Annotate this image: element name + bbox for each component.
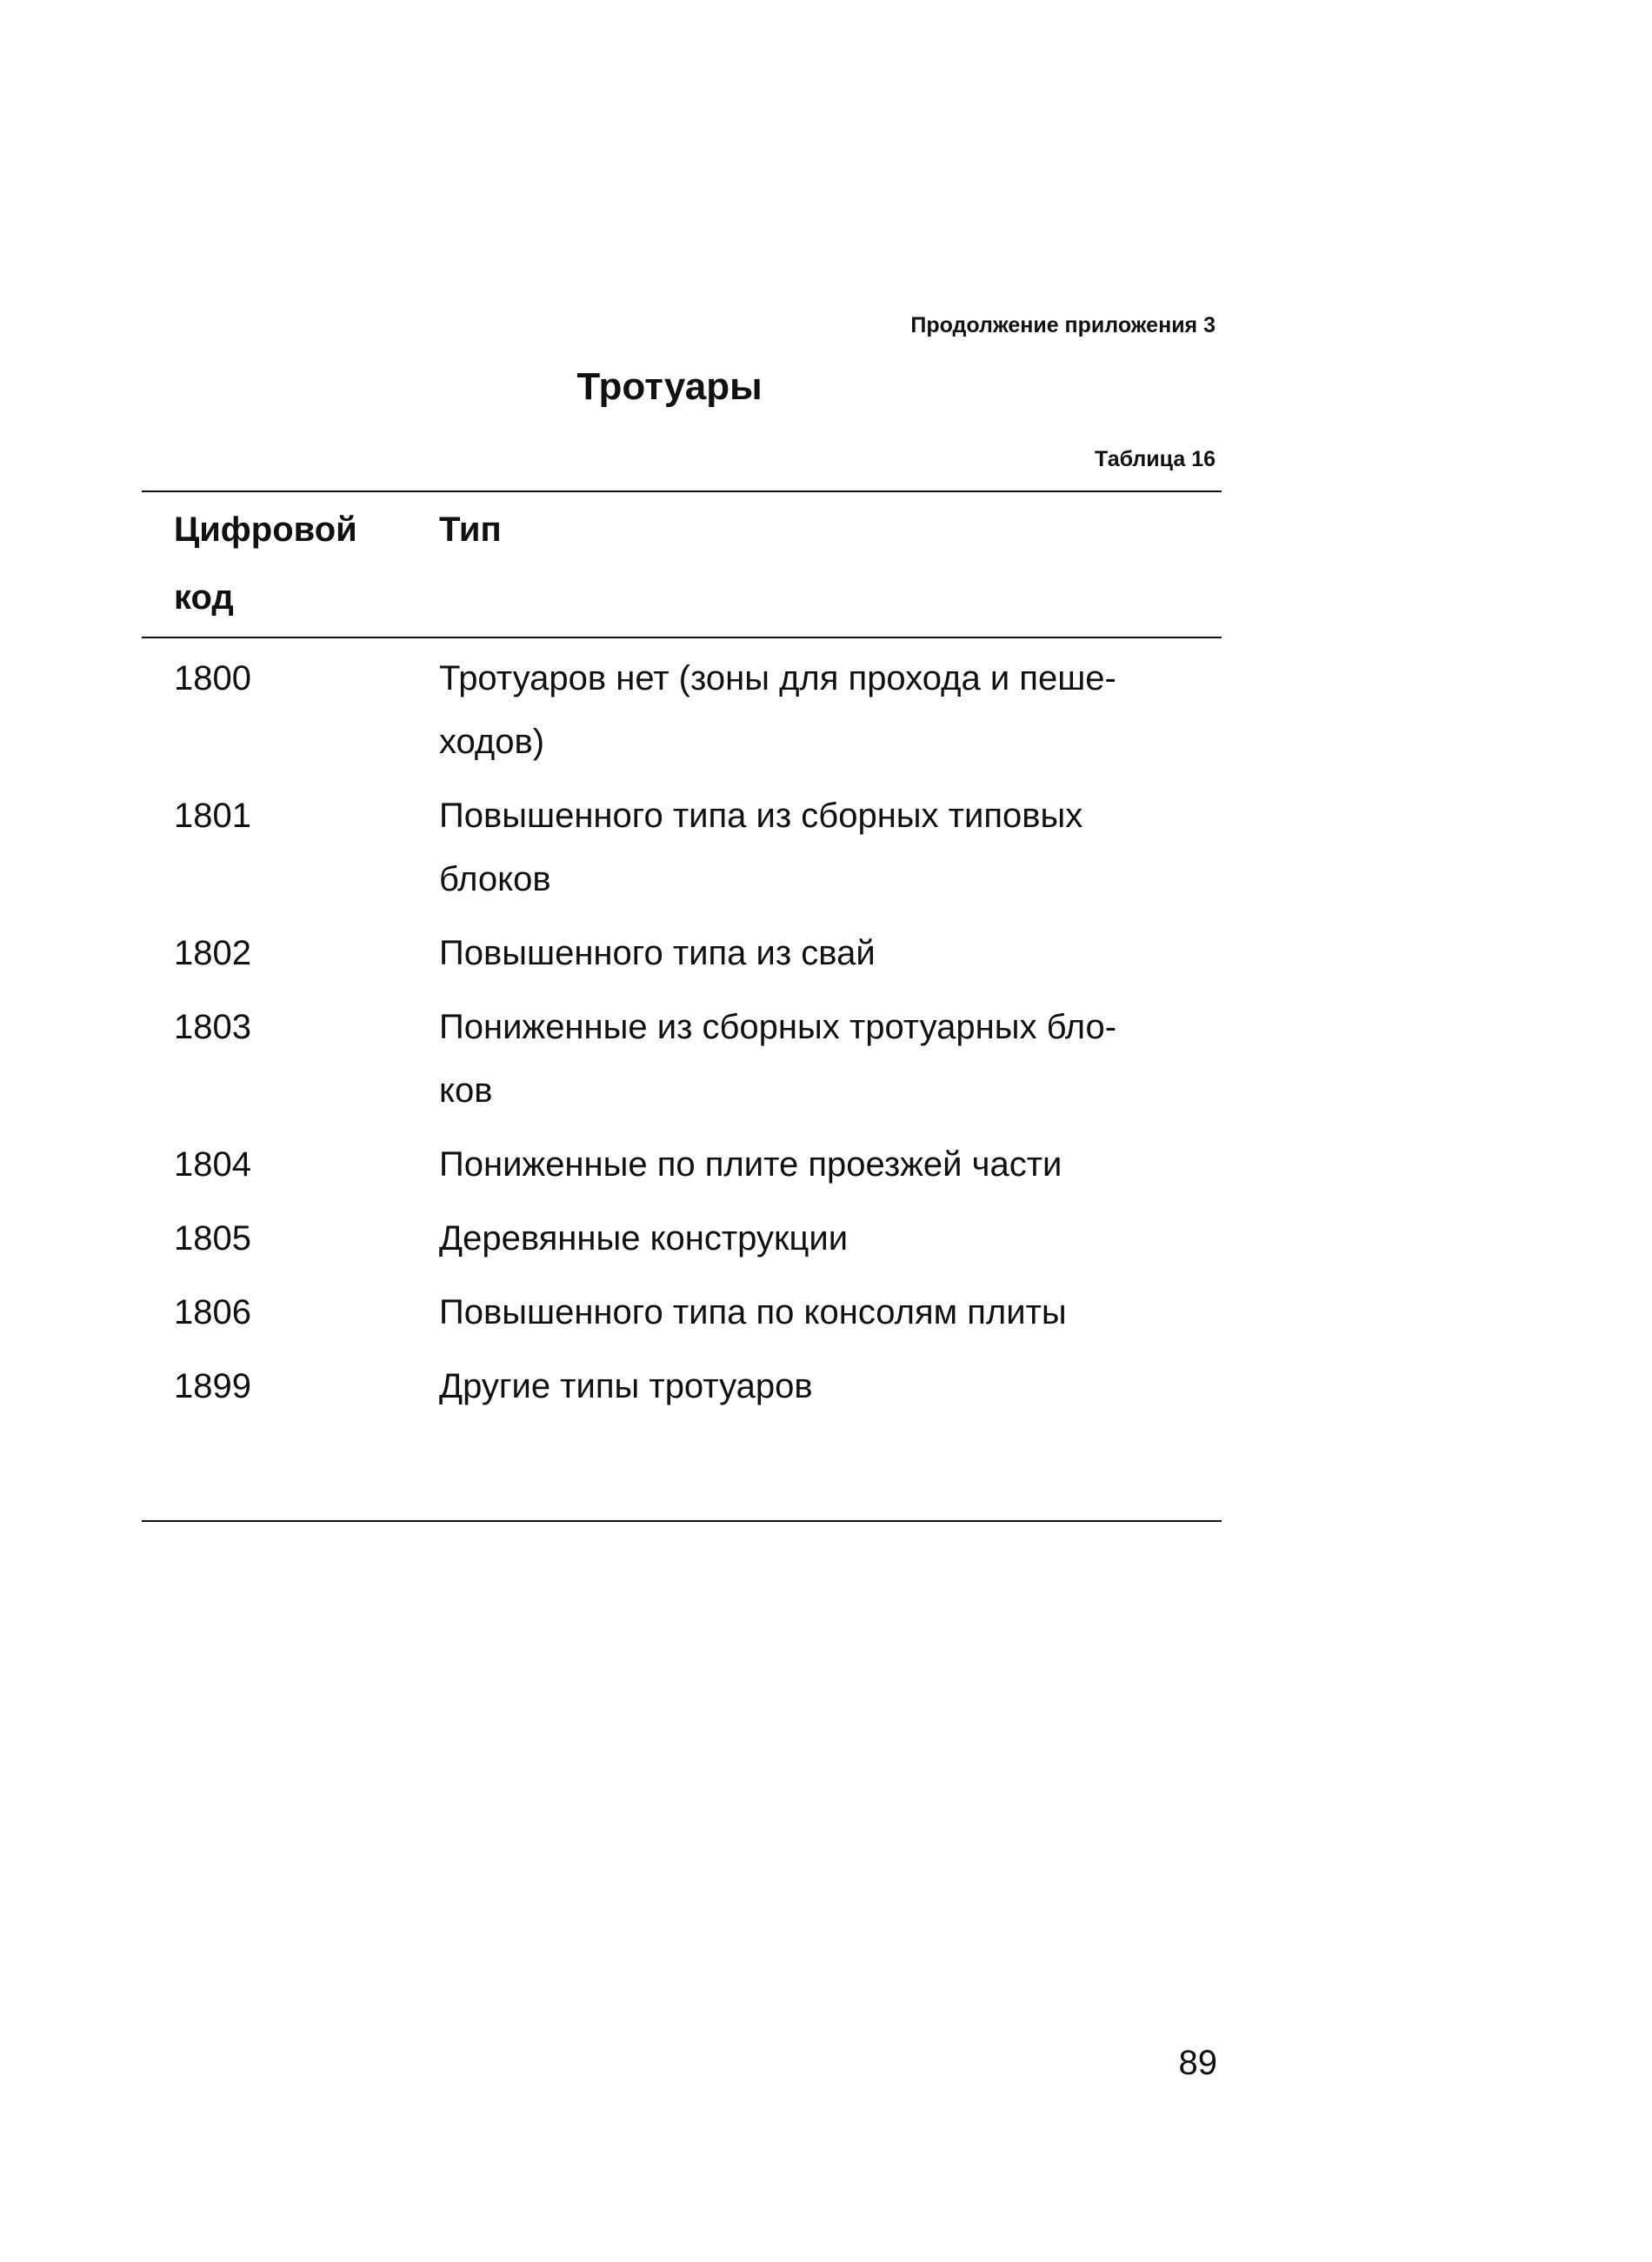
table-label: Таблица 16 xyxy=(1095,447,1216,471)
row-code: 1800 xyxy=(174,659,251,697)
row-type: Повышенного типа из сборных типовых блоков xyxy=(439,797,1083,898)
row-type: Повышенного типа по консолям плиты xyxy=(439,1293,1067,1331)
table-row xyxy=(174,1355,1217,1418)
section-title: Тротуары xyxy=(576,365,763,408)
column-header-code-label: Цифровой код xyxy=(174,510,357,617)
row-code: 1899 xyxy=(174,1367,251,1405)
table-bottom-rule xyxy=(142,1520,1222,1522)
column-header-code xyxy=(174,496,400,631)
row-type: Тротуаров нет (зоны для прохода и пеше- ходов) xyxy=(439,659,1116,761)
table-row xyxy=(174,1133,1217,1197)
row-type: Повышенного типа из свай xyxy=(439,934,876,972)
row-type: Пониженные по плите проезжей части xyxy=(439,1145,1062,1184)
table-row xyxy=(174,996,1217,1123)
row-code: 1805 xyxy=(174,1219,251,1258)
row-type: Деревянные конструкции xyxy=(439,1219,849,1258)
row-code: 1806 xyxy=(174,1293,251,1331)
row-type: Пониженные из сборных тротуарных бло- ков xyxy=(439,1008,1117,1110)
table-row xyxy=(174,922,1217,985)
row-code: 1804 xyxy=(174,1145,251,1184)
table-body xyxy=(174,637,1217,1418)
row-code: 1801 xyxy=(174,797,251,835)
table-top-rule xyxy=(142,490,1222,492)
appendix-note: Продолжение приложения 3 xyxy=(910,313,1216,337)
table-row xyxy=(174,1281,1217,1345)
table-row xyxy=(174,1207,1217,1271)
row-type: Другие типы тротуаров xyxy=(439,1367,813,1405)
page-number: 89 xyxy=(1178,2044,1217,2082)
column-header-type: Тип xyxy=(439,510,502,549)
table-row xyxy=(174,784,1217,911)
table-row xyxy=(174,647,1217,774)
row-code: 1802 xyxy=(174,934,251,972)
row-code: 1803 xyxy=(174,1008,251,1046)
